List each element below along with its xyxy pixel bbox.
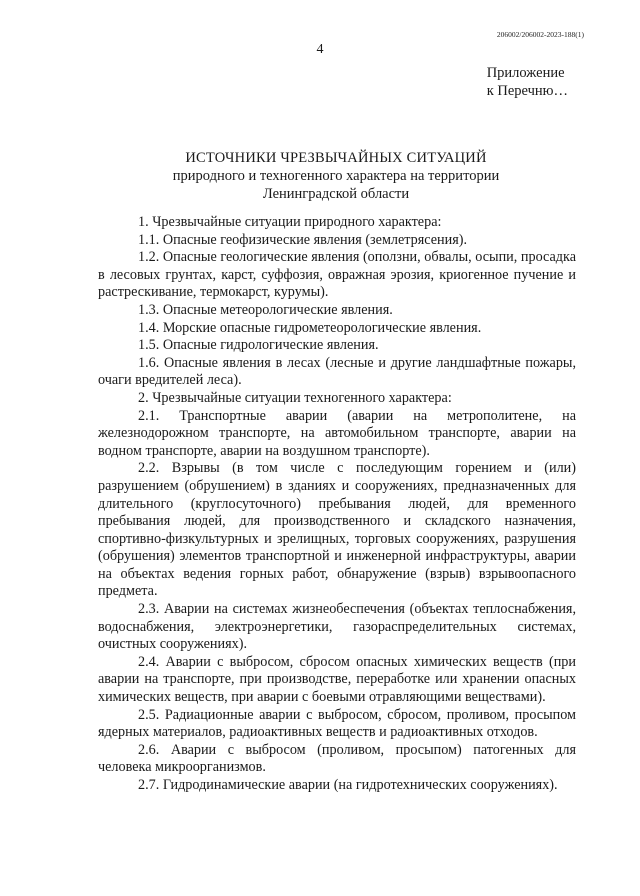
heading-subtitle-line-2: Ленинградской области (262, 186, 410, 202)
paragraph-1-6: 1.6. Опасные явления в лесах (лесные и другие ландшафтные пожары, очаги вредителей леса). (98, 354, 576, 389)
page-number: 4 (316, 42, 324, 57)
heading-title: ИСТОЧНИКИ ЧРЕЗВЫЧАЙНЫХ СИТУАЦИЙ (185, 150, 487, 166)
paragraph-1-1: 1.1. Опасные геофизические явления (землетрясения). (138, 231, 468, 248)
document-body (98, 214, 576, 795)
heading-subtitle-line-1: природного и техногенного характера на территории (172, 168, 500, 184)
paragraph-2-1: 2.1. Транспортные аварии (аварии на метрополитене, на железнодорожном транспорте, на автомобильном транспорте, аварии на водном транспорте, аварии на воздушном транспорте). (98, 407, 576, 459)
paragraph-2: 2. Чрезвычайные ситуации техногенного характера: (138, 389, 452, 406)
paragraph-1-3: 1.3. Опасные метеорологические явления. (138, 301, 393, 318)
paragraph-2-6: 2.6. Аварии с выбросом (проливом, просыпом) патогенных для человека микроорганизмов. (98, 741, 576, 776)
paragraph-1-2: 1.2. Опасные геологические явления (оползни, обвалы, осыпи, просадка в лесовых грунтах, карст, суффозия, овражная эрозия, криогенное пучение и растрескивание, термокарст, курумы). (98, 249, 576, 301)
paragraph-1-5: 1.5. Опасные гидрологические явления. (138, 337, 379, 354)
paragraph-2-3: 2.3. Аварии на системах жизнеобеспечения (объектах теплоснабжения, водоснабжения, электроэнергетики, газораспределительных системах, очистных сооружениях). (98, 601, 576, 653)
appendix-reference (487, 64, 568, 100)
paragraph-2-2: 2.2. Взрывы (в том числе с последующим горением и (или) разрушением (обрушением) в зданиях и сооружениях, предназначенных для длительного (круглосуточного) пребывания людей, для временного пребывания людей, для производственного и складского назначения, спортивно-физкультурных и зрелищных, торговых сооружениях, разрушения (обрушения) элементов транспортной и инженерной инфраструктуры, аварии на объектах ведения горных работ, обнаружение (взрыв) взрывоопасного предмета. (98, 460, 576, 600)
paragraph-2-4: 2.4. Аварии с выбросом, сбросом опасных химических веществ (при аварии на транспорте, при производстве, переработке или хранении опасных химических веществ, при аварии с боевыми отравляющими веществами). (98, 653, 576, 706)
paragraph-1: 1. Чрезвычайные ситуации природного характера: (138, 214, 442, 230)
paragraph-2-7: 2.7. Гидродинамические аварии (на гидротехнических сооружениях). (138, 777, 558, 793)
appendix-line-1: Приложение (486, 65, 565, 81)
appendix-line-2: к Перечню… (486, 83, 568, 99)
document-heading (100, 149, 572, 203)
paragraph-2-5: 2.5. Радиационные аварии с выбросом, сбросом, проливом, просыпом ядерных материалов, радиоактивных веществ и радиоактивных отходов. (98, 706, 576, 741)
paragraph-1-4: 1.4. Морские опасные гидрометеорологические явления. (138, 319, 482, 336)
document-code: 206002/206002-2023-188(1) (496, 30, 584, 39)
